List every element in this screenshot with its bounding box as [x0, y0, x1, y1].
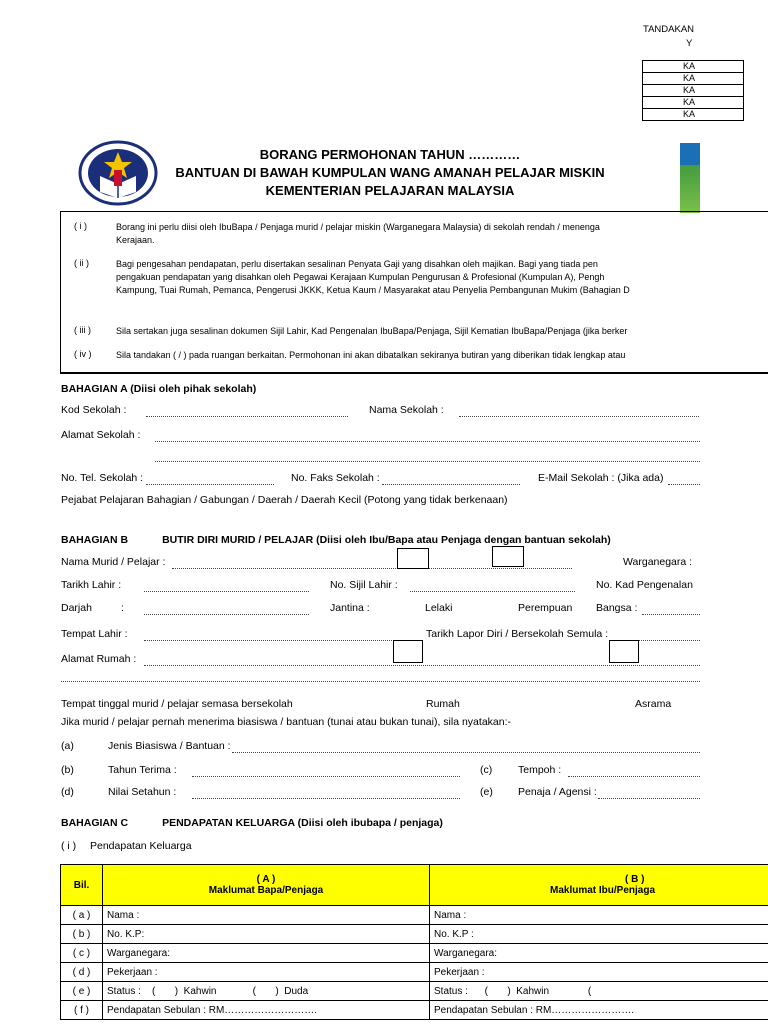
table-row	[61, 906, 768, 925]
row-cell-b[interactable]: Status : ( ) Kahwin (	[430, 982, 768, 1001]
corner-row: KA	[643, 97, 744, 109]
col-a-header-1: ( A )	[256, 874, 276, 885]
tel-sekolah-label: No. Tel. Sekolah :	[61, 472, 144, 484]
corner-text-2: Y	[686, 38, 693, 49]
tarikh-lahir-field[interactable]	[144, 591, 309, 592]
perempuan-label: Perempuan	[518, 602, 573, 614]
row-bil: ( a )	[61, 906, 103, 925]
faks-sekolah-field[interactable]	[382, 484, 520, 485]
row-cell-b[interactable]: Nama :	[430, 906, 768, 925]
tahun-terima-field[interactable]	[192, 776, 460, 777]
pejabat-pelajaran-label: Pejabat Pelajaran Bahagian / Gabungan / Daerah / Daerah Kecil (Potong yang tidak berkenaan)	[61, 494, 508, 506]
note-line: Bagi pengesahan pendapatan, perlu disertakan sesalinan Penyata Gaji yang disahkan oleh majikan. Bagi yang tiada pen	[116, 259, 598, 269]
nama-murid-label: Nama Murid / Pelajar :	[61, 556, 166, 568]
col-b-header-2: Maklumat Ibu/Penjaga	[550, 885, 656, 896]
nilai-setahun-label: Nilai Setahun :	[108, 786, 177, 798]
alamat-sekolah-label: Alamat Sekolah :	[61, 429, 141, 441]
row-bil: ( e )	[61, 982, 103, 1001]
nama-sekolah-label: Nama Sekolah :	[369, 404, 444, 416]
row-cell-a[interactable]: Pendapatan Sebulan : RM……………………….	[103, 1001, 430, 1020]
section-b-label: BAHAGIAN B	[61, 534, 129, 546]
faks-sekolah-label: No. Faks Sekolah :	[291, 472, 380, 484]
note-line: pengakuan pendapatan yang disahkan oleh Pegawai Kerajaan Kumpulan Pengurusan & Profesional (Kumpulan A), Pengh	[116, 272, 605, 282]
bangsa-label: Bangsa :	[596, 602, 638, 614]
tel-sekolah-field[interactable]	[146, 484, 274, 485]
email-sekolah-label: E-Mail Sekolah : (Jika ada)	[538, 472, 664, 484]
kod-sekolah-label: Kod Sekolah :	[61, 404, 127, 416]
note-line: Borang ini perlu diisi oleh IbuBapa / Penjaga murid / pelajar miskin (Warganegara Malaysia) di sekolah rendah / menenga	[116, 222, 600, 232]
note-marker: ( i )	[74, 221, 87, 231]
kod-sekolah-field[interactable]	[146, 416, 348, 417]
corner-row: KA	[643, 85, 744, 97]
jenis-biasiswa-label: Jenis Biasiswa / Bantuan :	[108, 740, 231, 752]
darjah-colon: :	[121, 602, 124, 614]
jika-murid-text: Jika murid / pelajar pernah menerima biasiswa / bantuan (tunai atau bukan tunai), sila nyatakan:-	[61, 716, 511, 728]
section-b-note: (Diisi oleh Ibu/Bapa atau Penjaga dengan bantuan sekolah)	[313, 534, 611, 546]
corner-row: KA	[643, 73, 744, 85]
section-c-title: PENDAPATAN KELUARGA	[162, 817, 295, 829]
table-row	[61, 925, 768, 944]
table-row	[61, 963, 768, 982]
note-marker: ( iv )	[74, 349, 92, 359]
sijil-lahir-field[interactable]	[410, 591, 575, 592]
nama-murid-checkbox-2[interactable]	[492, 546, 524, 567]
alamat-sekolah-field-2[interactable]	[155, 461, 700, 462]
col-a-header-2: Maklumat Bapa/Penjaga	[208, 885, 324, 896]
section-c-label: BAHAGIAN C	[61, 817, 129, 829]
alamat-rumah-label: Alamat Rumah :	[61, 653, 137, 665]
tempoh-label: Tempoh :	[518, 764, 562, 776]
nama-murid-field[interactable]	[172, 568, 572, 569]
tarikh-lahir-label: Tarikh Lahir :	[61, 579, 122, 591]
item-c-label: (c)	[480, 764, 493, 776]
tempat-lahir-field[interactable]	[144, 640, 404, 641]
jenis-biasiswa-field[interactable]	[232, 752, 700, 753]
darjah-label: Darjah	[61, 602, 92, 614]
nilai-setahun-field[interactable]	[192, 798, 460, 799]
row-bil: ( b )	[61, 925, 103, 944]
warganegara-label: Warganegara :	[623, 556, 693, 568]
bil-header: Bil.	[61, 865, 103, 906]
row-cell-b[interactable]: No. K.P :	[430, 925, 768, 944]
row-bil: ( f )	[61, 1001, 103, 1020]
note-marker: ( iii )	[74, 325, 91, 335]
row-cell-b[interactable]: Warganegara:	[430, 944, 768, 963]
kad-pengenalan-label: No. Kad Pengenalan	[596, 579, 693, 591]
table-row	[61, 1001, 768, 1020]
corner-row: KA	[643, 61, 744, 73]
note-line: Kerajaan.	[116, 235, 155, 245]
bangsa-field[interactable]	[642, 614, 700, 615]
tempat-tinggal-label: Tempat tinggal murid / pelajar semasa bersekolah	[61, 698, 293, 710]
income-table	[60, 864, 768, 1020]
jantina-label: Jantina :	[330, 602, 370, 614]
table-row	[61, 944, 768, 963]
row-cell-b[interactable]: Pekerjaan :	[430, 963, 768, 982]
alamat-rumah-field-2[interactable]	[61, 681, 700, 682]
tempat-lahir-label: Tempat Lahir :	[61, 628, 128, 640]
tempoh-field[interactable]	[568, 776, 700, 777]
item-b-label: (b)	[61, 764, 74, 776]
form-title-2: BANTUAN DI BAWAH KUMPULAN WANG AMANAH PELAJAR MISKIN	[175, 165, 605, 180]
note-line: Sila sertakan juga sesalinan dokumen Sijil Lahir, Kad Pengenalan IbuBapa/Penjaga, Sijil Kematian IbuBapa/Penjaga (jika berker	[116, 326, 628, 336]
note-line: Kampung, Tuai Rumah, Pemanca, Pengerusi JKKK, Ketua Kaum / Masyarakat atau Penyelia Pembangunan Mukim (Bahagian D	[116, 285, 630, 295]
section-a-heading: BAHAGIAN A (Diisi oleh pihak sekolah)	[61, 383, 257, 395]
lelaki-checkbox[interactable]	[393, 640, 423, 663]
nama-murid-checkbox-1[interactable]	[397, 548, 429, 569]
corner-row: KA	[643, 109, 744, 121]
perempuan-checkbox[interactable]	[609, 640, 639, 663]
col-b-header	[430, 865, 768, 906]
corner-table	[642, 60, 744, 121]
row-bil: ( d )	[61, 963, 103, 982]
row-cell-a[interactable]: Pekerjaan :	[103, 963, 430, 982]
penaja-label: Penaja / Agensi :	[518, 786, 597, 798]
row-cell-a[interactable]: Warganegara:	[103, 944, 430, 963]
pendapatan-keluarga-label: Pendapatan Keluarga	[90, 840, 192, 852]
asrama-label: Asrama	[635, 698, 672, 710]
row-bil: ( c )	[61, 944, 103, 963]
col-b-header-1: ( B )	[625, 874, 645, 885]
alamat-rumah-field[interactable]	[144, 665, 700, 666]
row-cell-a[interactable]: Status : ( ) Kahwin ( ) Duda	[103, 982, 430, 1001]
alamat-sekolah-field[interactable]	[155, 441, 700, 442]
tahun-terima-label: Tahun Terima :	[108, 764, 177, 776]
section-b-title: BUTIR DIRI MURID / PELAJAR	[162, 534, 314, 546]
rumah-label: Rumah	[426, 698, 460, 710]
sub-i-marker: ( i )	[61, 840, 77, 852]
form-title-1: BORANG PERMOHONAN TAHUN …………	[259, 147, 521, 162]
col-a-header	[103, 865, 430, 906]
row-cell-a[interactable]: No. K.P:	[103, 925, 430, 944]
penaja-field[interactable]	[598, 798, 700, 799]
darjah-field[interactable]	[144, 614, 309, 615]
lelaki-label: Lelaki	[425, 602, 453, 614]
section-b-heading	[61, 534, 611, 546]
item-a-label: (a)	[61, 740, 74, 752]
form-title-3: KEMENTERIAN PELAJARAN MALAYSIA	[265, 183, 515, 198]
section-c-note: (Diisi oleh ibubapa / penjaga)	[294, 817, 443, 829]
item-d-label: (d)	[61, 786, 74, 798]
row-cell-b[interactable]: Pendapatan Sebulan : RM…………………….	[430, 1001, 768, 1020]
email-sekolah-field[interactable]	[668, 484, 700, 485]
decorative-banner-top	[680, 143, 700, 165]
row-cell-a[interactable]: Nama :	[103, 906, 430, 925]
note-line: Sila tandakan ( / ) pada ruangan berkaitan. Permohonan ini akan dibatalkan sekiranya butiran yang diberikan tidak lengkap atau	[116, 350, 626, 360]
corner-text-1: TANDAKAN	[643, 24, 695, 35]
tarikh-lapor-label: Tarikh Lapor Diri / Bersekolah Semula :	[426, 628, 609, 640]
section-c-heading	[61, 817, 443, 829]
note-marker: ( ii )	[74, 258, 89, 268]
ministry-logo-icon	[78, 140, 158, 206]
item-e-label: (e)	[480, 786, 493, 798]
nama-sekolah-field[interactable]	[459, 416, 699, 417]
table-row	[61, 982, 768, 1001]
sijil-lahir-label: No. Sijil Lahir :	[330, 579, 398, 591]
